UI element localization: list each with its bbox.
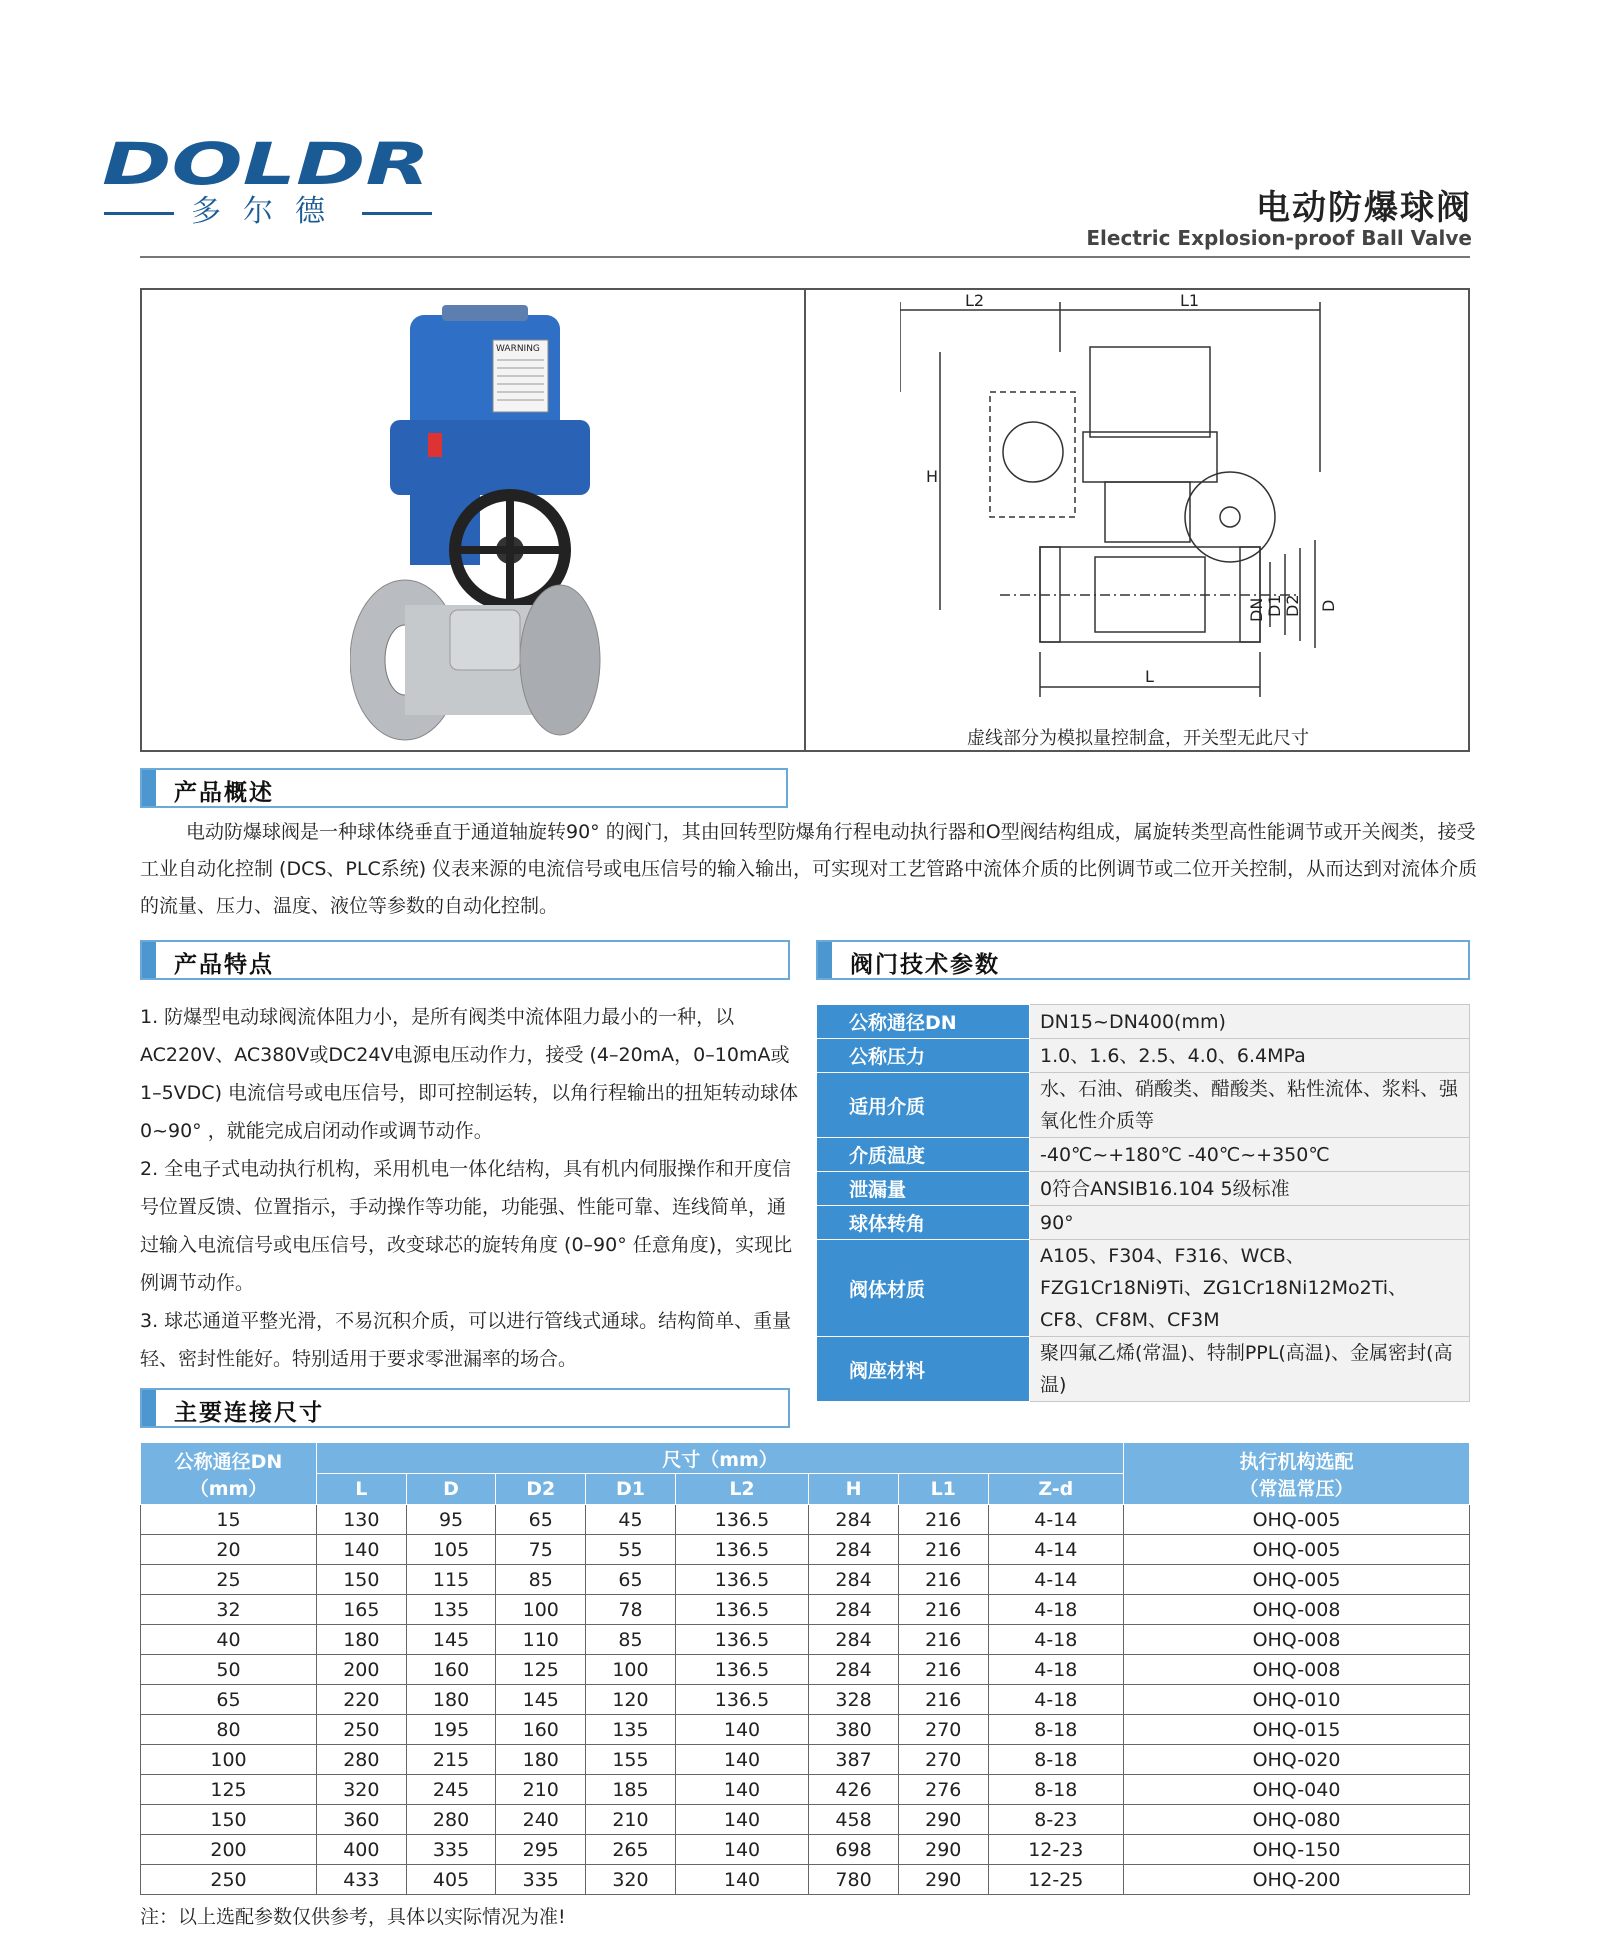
table-cell: 55 (586, 1535, 676, 1565)
table-cell: 250 (141, 1865, 317, 1895)
tech-row (817, 1172, 1470, 1206)
table-row (141, 1655, 1470, 1685)
brand-logo-text: DOLDR (102, 140, 430, 188)
dim-column-header: L (317, 1474, 407, 1505)
table-cell: 405 (406, 1865, 496, 1895)
table-cell: 155 (586, 1745, 676, 1775)
table-cell: 135 (586, 1715, 676, 1745)
dim-header-actuator (1124, 1443, 1470, 1505)
table-cell: 216 (898, 1655, 988, 1685)
table-cell: 216 (898, 1565, 988, 1595)
table-cell: 20 (141, 1535, 317, 1565)
brand-cn (104, 194, 434, 230)
table-row (141, 1775, 1470, 1805)
table-cell: 4-18 (988, 1625, 1123, 1655)
table-cell: 140 (675, 1865, 808, 1895)
dim-header-dn-unit: （mm） (189, 1477, 268, 1500)
label-h: H (926, 467, 939, 486)
dim-column-header: L2 (675, 1474, 808, 1505)
table-cell: 45 (586, 1505, 676, 1535)
tech-value: 0符合ANSIB16.104 5级标准 (1030, 1172, 1470, 1206)
table-row (141, 1535, 1470, 1565)
label-d: D (1319, 599, 1338, 612)
table-cell: 115 (406, 1565, 496, 1595)
table-cell: 780 (809, 1865, 899, 1895)
feature-item: 2. 全电子式电动执行机构，采用机电一体化结构，具有机内伺服操作和开度信号位置反馈、位置指示，手动操作等功能，功能强、性能可靠、连线简单，通过输入电流信号或电压信号，改变球芯的旋转角度 (0–90° 任意角度)，实现比例调节动作。 (140, 1158, 793, 1294)
table-cell: 328 (809, 1685, 899, 1715)
dim-column-header: L1 (898, 1474, 988, 1505)
table-cell: OHQ-080 (1124, 1805, 1470, 1835)
dim-header-size: 尺寸（mm） (317, 1443, 1124, 1474)
table-row (141, 1805, 1470, 1835)
table-cell: 215 (406, 1745, 496, 1775)
table-cell: 145 (406, 1625, 496, 1655)
tech-title: 阀门技术参数 (850, 952, 1000, 978)
table-cell: 290 (898, 1835, 988, 1865)
table-cell: 160 (496, 1715, 586, 1745)
dim-header-row (141, 1443, 1470, 1474)
table-cell: 85 (586, 1625, 676, 1655)
features-title: 产品特点 (174, 952, 274, 978)
overview-header (140, 768, 788, 808)
tech-row (817, 1240, 1470, 1337)
table-cell: 150 (317, 1565, 407, 1595)
table-row (141, 1835, 1470, 1865)
table-cell: 165 (317, 1595, 407, 1625)
table-cell: 140 (675, 1715, 808, 1745)
table-cell: 110 (496, 1625, 586, 1655)
table-cell: 387 (809, 1745, 899, 1775)
dimensions-title: 主要连接尺寸 (174, 1400, 324, 1426)
tech-key: 公称通径DN (817, 1005, 1030, 1039)
table-row (141, 1565, 1470, 1595)
table-cell: 216 (898, 1535, 988, 1565)
dim-column-header: Z-d (988, 1474, 1123, 1505)
overview-text: 电动防爆球阀是一种球体绕垂直于通道轴旋转90° 的阀门，其由回转型防爆角行程电动执行器和O型阀结构组成，属旋转类型高性能调节或开关阀类，接受工业自动化控制 (DCS、PLC系统) 仪表来源的电流信号或电压信号的输入输出，可实现对工艺管路中流体介质的比例调节或二位开关控制，从而达到对流体介质的流量、压力、温度、液位等参数的自动化控制。 (140, 821, 1478, 917)
table-cell: 135 (406, 1595, 496, 1625)
table-cell: 140 (317, 1535, 407, 1565)
valve-photo (350, 305, 610, 745)
table-cell: 280 (406, 1805, 496, 1835)
tech-value: 聚四氟乙烯(常温)、特制PPL(高温)、金属密封(高温) (1030, 1337, 1470, 1402)
tech-row (817, 1337, 1470, 1402)
table-cell: 80 (141, 1715, 317, 1745)
features-header (140, 940, 790, 980)
dimension-drawing (900, 292, 1360, 712)
table-cell: 125 (496, 1655, 586, 1685)
table-cell: 100 (586, 1655, 676, 1685)
tech-key: 球体转角 (817, 1206, 1030, 1240)
table-cell: 4-18 (988, 1595, 1123, 1625)
table-cell: 100 (496, 1595, 586, 1625)
dim-column-header: D1 (586, 1474, 676, 1505)
table-cell: 240 (496, 1805, 586, 1835)
table-cell: 284 (809, 1595, 899, 1625)
features-list (140, 998, 800, 1378)
table-cell: 85 (496, 1565, 586, 1595)
table-cell: 136.5 (675, 1565, 808, 1595)
table-cell: 458 (809, 1805, 899, 1835)
table-cell: 100 (141, 1745, 317, 1775)
table-cell: 8-18 (988, 1745, 1123, 1775)
table-cell: 12-25 (988, 1865, 1123, 1895)
table-cell: 8-18 (988, 1775, 1123, 1805)
tech-key: 介质温度 (817, 1138, 1030, 1172)
dimensions-header (140, 1388, 790, 1428)
table-cell: OHQ-040 (1124, 1775, 1470, 1805)
tech-key: 泄漏量 (817, 1172, 1030, 1206)
table-cell: 216 (898, 1505, 988, 1535)
tech-header-bar (818, 942, 832, 978)
table-cell: 210 (586, 1805, 676, 1835)
table-cell: 140 (675, 1775, 808, 1805)
table-cell: 320 (317, 1775, 407, 1805)
table-cell: 185 (586, 1775, 676, 1805)
image-divider (804, 288, 806, 752)
table-cell: 140 (675, 1745, 808, 1775)
table-cell: OHQ-008 (1124, 1595, 1470, 1625)
table-cell: OHQ-015 (1124, 1715, 1470, 1745)
logo-line-left (104, 212, 174, 215)
tech-row (817, 1005, 1470, 1039)
table-cell: OHQ-010 (1124, 1685, 1470, 1715)
features-header-bar (142, 942, 156, 978)
label-l: L (1145, 667, 1154, 686)
table-cell: 8-23 (988, 1805, 1123, 1835)
table-cell: 280 (317, 1745, 407, 1775)
brand-cn-name: 多尔德 (191, 194, 347, 229)
table-cell: 270 (898, 1715, 988, 1745)
label-d2: D2 (1283, 594, 1302, 617)
table-cell: 180 (317, 1625, 407, 1655)
table-cell: 150 (141, 1805, 317, 1835)
table-row (141, 1625, 1470, 1655)
dim-header-dn (141, 1443, 317, 1505)
table-cell: OHQ-008 (1124, 1625, 1470, 1655)
table-cell: 50 (141, 1655, 317, 1685)
table-cell: 140 (675, 1805, 808, 1835)
tech-key: 阀座材料 (817, 1337, 1030, 1402)
table-cell: 335 (406, 1835, 496, 1865)
table-cell: 380 (809, 1715, 899, 1745)
label-d1: D1 (1265, 594, 1284, 617)
table-cell: 180 (406, 1685, 496, 1715)
table-row (141, 1595, 1470, 1625)
table-cell: 32 (141, 1595, 317, 1625)
tech-value: 1.0、1.6、2.5、4.0、6.4MPa (1030, 1039, 1470, 1073)
table-cell: 335 (496, 1865, 586, 1895)
table-cell: 698 (809, 1835, 899, 1865)
table-cell: 290 (898, 1865, 988, 1895)
table-cell: 433 (317, 1865, 407, 1895)
table-cell: 130 (317, 1505, 407, 1535)
table-cell: 200 (317, 1655, 407, 1685)
tech-value: -40℃~+180℃ -40℃~+350℃ (1030, 1138, 1470, 1172)
dimensions-note: 注：以上选配参数仅供参考，具体以实际情况为准! (140, 1906, 566, 1928)
dimensions-table (140, 1442, 1470, 1895)
table-cell: OHQ-005 (1124, 1505, 1470, 1535)
logo-line-right (362, 212, 432, 215)
table-row (141, 1685, 1470, 1715)
header-rule (140, 256, 1470, 258)
dim-header-actuator-label: 执行机构选配 (1239, 1450, 1354, 1473)
table-cell: OHQ-200 (1124, 1865, 1470, 1895)
tech-key: 适用介质 (817, 1073, 1030, 1138)
dimensions-header-bar (142, 1390, 156, 1426)
tech-key: 阀体材质 (817, 1240, 1030, 1337)
page-subtitle: Electric Explosion-proof Ball Valve (1086, 226, 1472, 250)
table-cell: 216 (898, 1625, 988, 1655)
table-row (141, 1865, 1470, 1895)
tech-value: DN15~DN400(mm) (1030, 1005, 1470, 1039)
table-cell: 140 (675, 1835, 808, 1865)
table-cell: 12-23 (988, 1835, 1123, 1865)
table-cell: 4-14 (988, 1565, 1123, 1595)
feature-item: 1. 防爆型电动球阀流体阻力小，是所有阀类中流体阻力最小的一种，以AC220V、AC380V或DC24V电源电压动作力，接受 (4–20mA，0–10mA或1–5VDC) 电流信号或电压信号，即可控制运转，以角行程输出的扭矩转动球体0~90° ，就能完成启闭动作或调节动作。 (140, 1006, 799, 1142)
table-cell: 250 (317, 1715, 407, 1745)
table-cell: 136.5 (675, 1625, 808, 1655)
tech-row (817, 1206, 1470, 1240)
table-cell: 8-18 (988, 1715, 1123, 1745)
table-cell: 4-18 (988, 1685, 1123, 1715)
table-cell: 25 (141, 1565, 317, 1595)
table-cell: 4-14 (988, 1505, 1123, 1535)
table-cell: 210 (496, 1775, 586, 1805)
table-cell: OHQ-005 (1124, 1535, 1470, 1565)
table-cell: 284 (809, 1565, 899, 1595)
dim-header-dn-label: 公称通径DN (174, 1450, 283, 1473)
table-row (141, 1745, 1470, 1775)
table-cell: 245 (406, 1775, 496, 1805)
tech-row (817, 1073, 1470, 1138)
table-row (141, 1505, 1470, 1535)
table-cell: 136.5 (675, 1505, 808, 1535)
tech-header (816, 940, 1470, 980)
tech-value: 90° (1030, 1206, 1470, 1240)
dim-body (141, 1505, 1470, 1895)
table-cell: 105 (406, 1535, 496, 1565)
table-cell: 400 (317, 1835, 407, 1865)
table-cell: 136.5 (675, 1535, 808, 1565)
table-cell: OHQ-005 (1124, 1565, 1470, 1595)
table-cell: 284 (809, 1655, 899, 1685)
table-cell: 4-14 (988, 1535, 1123, 1565)
table-cell: 95 (406, 1505, 496, 1535)
table-cell: 284 (809, 1535, 899, 1565)
table-cell: 145 (496, 1685, 586, 1715)
table-cell: 40 (141, 1625, 317, 1655)
tech-table (816, 1004, 1470, 1402)
table-cell: 180 (496, 1745, 586, 1775)
table-cell: 136.5 (675, 1655, 808, 1685)
label-dn: DN (1247, 597, 1266, 622)
table-cell: 265 (586, 1835, 676, 1865)
tech-value: A105、F304、F316、WCB、FZG1Cr18Ni9Ti、ZG1Cr18Ni12Mo2Ti、CF8、CF8M、CF3M (1030, 1240, 1470, 1337)
table-cell: 65 (496, 1505, 586, 1535)
table-cell: 290 (898, 1805, 988, 1835)
feature-item: 3. 球芯通道平整光滑，不易沉积介质，可以进行管线式通球。结构简单、重量轻、密封性能好。特别适用于要求零泄漏率的场合。 (140, 1310, 792, 1370)
drawing-caption: 虚线部分为模拟量控制盒，开关型无此尺寸 (967, 728, 1309, 749)
table-cell: 4-18 (988, 1655, 1123, 1685)
table-cell: 15 (141, 1505, 317, 1535)
table-cell: 295 (496, 1835, 586, 1865)
table-cell: 195 (406, 1715, 496, 1745)
table-cell: 65 (586, 1565, 676, 1595)
label-l1: L1 (1180, 292, 1200, 310)
table-cell: 360 (317, 1805, 407, 1835)
tech-key: 公称压力 (817, 1039, 1030, 1073)
label-l2: L2 (965, 292, 985, 310)
table-cell: OHQ-150 (1124, 1835, 1470, 1865)
table-cell: 65 (141, 1685, 317, 1715)
table-cell: 75 (496, 1535, 586, 1565)
table-cell: 276 (898, 1775, 988, 1805)
dim-header-actuator-sub: （常温常压） (1239, 1477, 1354, 1500)
overview-header-bar (142, 770, 156, 806)
table-cell: 200 (141, 1835, 317, 1865)
page-title: 电动防爆球阀 (1256, 188, 1472, 228)
tech-row (817, 1039, 1470, 1073)
table-cell: OHQ-008 (1124, 1655, 1470, 1685)
brand-logo (102, 140, 432, 188)
table-cell: 270 (898, 1745, 988, 1775)
table-cell: 125 (141, 1775, 317, 1805)
warning-label: WARNING (496, 344, 540, 354)
dim-column-header: H (809, 1474, 899, 1505)
tech-row (817, 1138, 1470, 1172)
table-cell: OHQ-020 (1124, 1745, 1470, 1775)
dim-column-header: D2 (496, 1474, 586, 1505)
table-cell: 136.5 (675, 1685, 808, 1715)
table-cell: 284 (809, 1625, 899, 1655)
table-cell: 320 (586, 1865, 676, 1895)
table-cell: 78 (586, 1595, 676, 1625)
table-cell: 120 (586, 1685, 676, 1715)
tech-value: 水、石油、硝酸类、醋酸类、粘性流体、浆料、强氧化性介质等 (1030, 1073, 1470, 1138)
table-cell: 220 (317, 1685, 407, 1715)
table-cell: 160 (406, 1655, 496, 1685)
table-cell: 136.5 (675, 1595, 808, 1625)
table-cell: 216 (898, 1595, 988, 1625)
table-cell: 426 (809, 1775, 899, 1805)
table-cell: 216 (898, 1685, 988, 1715)
dim-column-header: D (406, 1474, 496, 1505)
overview-title: 产品概述 (174, 780, 274, 806)
table-row (141, 1715, 1470, 1745)
table-cell: 284 (809, 1505, 899, 1535)
